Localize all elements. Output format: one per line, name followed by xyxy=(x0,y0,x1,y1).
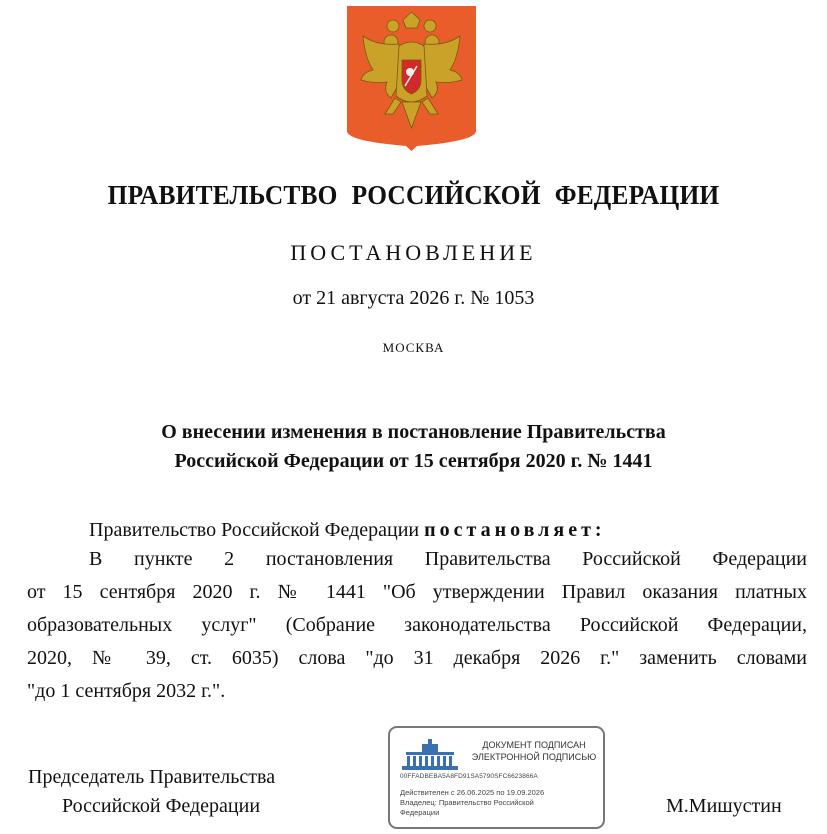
stamp-certificate-number: 00FFADBEBA5A8FD91SA5790SFC6623866A xyxy=(400,773,538,780)
body-line-2 xyxy=(27,581,807,604)
coat-of-arms-icon xyxy=(347,6,476,151)
document-date-number: от 21 августа 2026 г. № 1053 xyxy=(292,287,535,309)
intro-text: Правительство Российской Федерации xyxy=(89,519,425,541)
subject-line-2: Российской Федерации от 15 сентября 2020 г. № 1441 xyxy=(174,450,653,472)
intro-paragraph xyxy=(89,519,606,542)
body-line-3 xyxy=(27,614,807,637)
body-line-text: от 15 сентября 2020 г. № 1441 "Об утверждении Правил оказания платных xyxy=(27,581,807,603)
body-line-1 xyxy=(89,548,807,571)
signatory-name: М.Мишустин xyxy=(666,795,782,817)
stamp-validity: Действителен с 26.06.2025 по 19.09.2026 xyxy=(400,788,545,797)
government-building-icon xyxy=(400,738,460,772)
signatory-role-line-2: Российской Федерации xyxy=(62,795,261,817)
document-type: ПОСТАНОВЛЕНИЕ xyxy=(290,240,537,265)
stamp-owner-line-2: Федерации xyxy=(400,808,440,817)
signatory-role-line-1: Председатель Правительства xyxy=(28,766,276,788)
stamp-title-line-1: ДОКУМЕНТ ПОДПИСАН xyxy=(482,740,586,750)
body-line-5: "до 1 сентября 2032 г.". xyxy=(27,680,226,702)
stamp-owner-line-1: Владелец: Правительство Российской xyxy=(400,798,534,807)
intro-verb: постановляет: xyxy=(424,519,606,541)
document-city: МОСКВА xyxy=(382,340,445,355)
electronic-signature-stamp xyxy=(388,726,605,829)
body-line-4 xyxy=(27,647,807,670)
body-line-text: В пункте 2 постановления Правительства Российской Федерации xyxy=(89,548,807,570)
body-line-text: образовательных услуг" (Собрание законодательства Российской Федерации, xyxy=(27,614,807,636)
stamp-title-line-2: ЭЛЕКТРОННОЙ ПОДПИСЬЮ xyxy=(471,752,597,762)
government-title: ПРАВИТЕЛЬСТВО РОССИЙСКОЙ ФЕДЕРАЦИИ xyxy=(107,180,720,210)
subject-line-1: О внесении изменения в постановление Правительства xyxy=(161,421,666,443)
body-line-text: 2020, № 39, ст. 6035) слова "до 31 декабря 2026 г." заменить словами xyxy=(27,647,807,669)
